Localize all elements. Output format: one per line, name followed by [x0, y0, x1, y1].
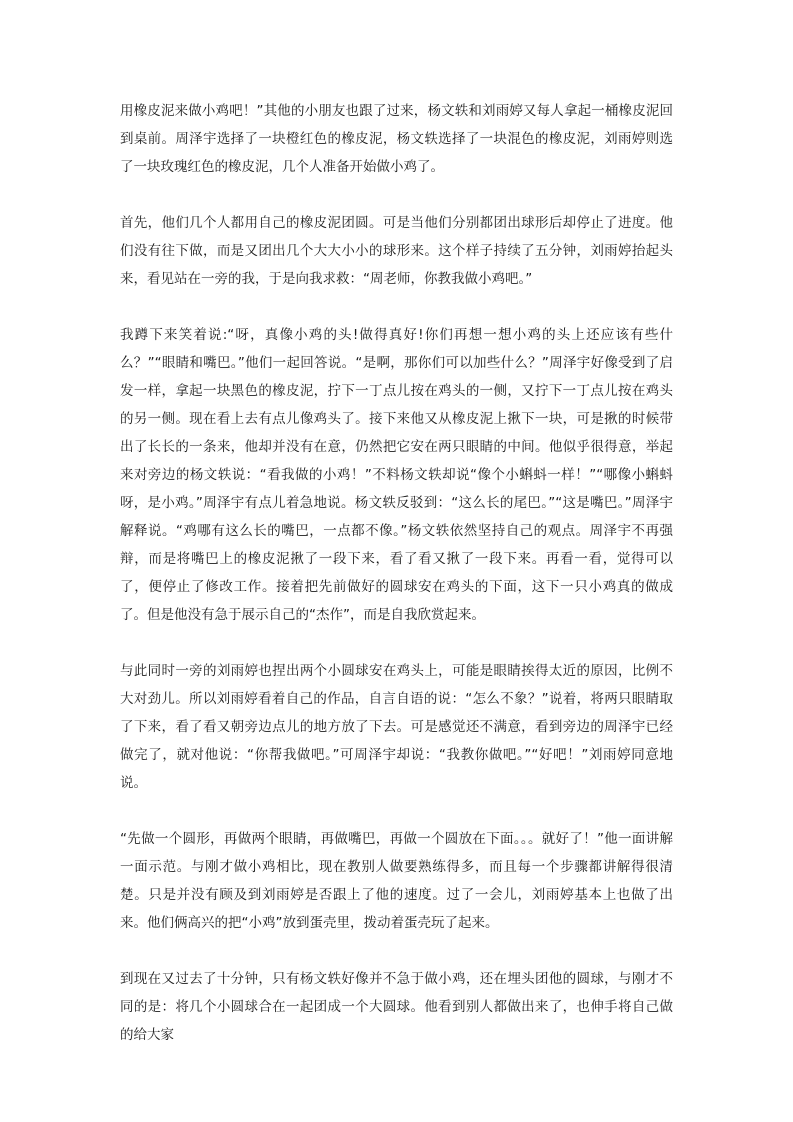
paragraph-6: 到现在又过去了十分钟，只有杨文轶好像并不急于做小鸡，还在埋头团他的圆球，与刚才不同的是：将几个小圆球合在一起团成一个大圆球。他看到别人都做出来了，也伸手将自己做的给大家	[120, 971, 673, 1043]
paragraph-1: 用橡皮泥来做小鸡吧！”其他的小朋友也跟了过来，杨文轶和刘雨婷又每人拿起一桶橡皮泥回到桌前。周泽宇选择了一块橙红色的橡皮泥，杨文轶选择了一块混色的橡皮泥，刘雨婷则选了一块玫瑰红色的橡皮泥，几个人准备开始做小鸡了。	[120, 103, 673, 175]
paragraph-2: 首先，他们几个人都用自己的橡皮泥团圆。可是当他们分别都团出球形后却停止了进度。他们没有往下做，而是又团出几个大大小小的球形来。这个样子持续了五分钟，刘雨婷抬起头来，看见站在一旁的我，于是向我求救：“周老师，你教我做小鸡吧。”	[120, 215, 673, 287]
paragraph-4: 与此同时一旁的刘雨婷也捏出两个小圆球安在鸡头上，可能是眼睛挨得太近的原因，比例不大对劲儿。所以刘雨婷看着自己的作品，自言自语的说：“怎么不象？”说着，将两只眼睛取了下来，看了看又朝旁边点儿的地方放了下去。可是感觉还不满意，看到旁边的周泽宇已经做完了，就对他说：“你帮我做吧。”可周泽宇却说：“我教你做吧。”“好吧！”刘雨婷同意地说。	[120, 663, 673, 791]
document-body	[120, 97, 673, 1077]
paragraph-3: 我蹲下来笑着说:“呀，真像小鸡的头!做得真好!你们再想一想小鸡的头上还应该有些什么？”“眼睛和嘴巴。”他们一起回答说。“是啊，那你们可以加些什么？”周泽宇好像受到了启发一样，拿起一块黑色的橡皮泥，拧下一丁点儿按在鸡头的一侧，又拧下一丁点儿按在鸡头的另一侧。现在看上去有点儿像鸡头了。接下来他又从橡皮泥上揪下一块，可是揪的时候带出了长长的一条来，他却并没有在意，仍然把它安在两只眼睛的中间。他似乎很得意，举起来对旁边的杨文轶说：“看我做的小鸡！”不料杨文轶却说“像个小蝌蚪一样！”“哪像小蝌蚪呀，是小鸡。”周泽宇有点儿着急地说。杨文轶反驳到：“这么长的尾巴。”“这是嘴巴。”周泽宇解释说。“鸡哪有这么长的嘴巴，一点都不像。”杨文轶依然坚持自己的观点。周泽宇不再强辩，而是将嘴巴上的橡皮泥揪了一段下来，看了看又揪了一段下来。再看一看，觉得可以了，便停止了修改工作。接着把先前做好的圆球安在鸡头的下面，这下一只小鸡真的做成了。但是他没有急于展示自己的“杰作”，而是自我欣赏起来。	[120, 327, 673, 623]
paragraph-5: “先做一个圆形，再做两个眼睛，再做嘴巴，再做一个圆放在下面。。。就好了！”他一面讲解一面示范。与刚才做小鸡相比，现在教别人做要熟练得多，而且每一个步骤都讲解得很清楚。只是并没有顾及到刘雨婷是否跟上了他的速度。过了一会儿，刘雨婷基本上也做了出来。他们俩高兴的把“小鸡”放到蛋壳里，拨动着蛋壳玩了起来。	[120, 831, 673, 931]
